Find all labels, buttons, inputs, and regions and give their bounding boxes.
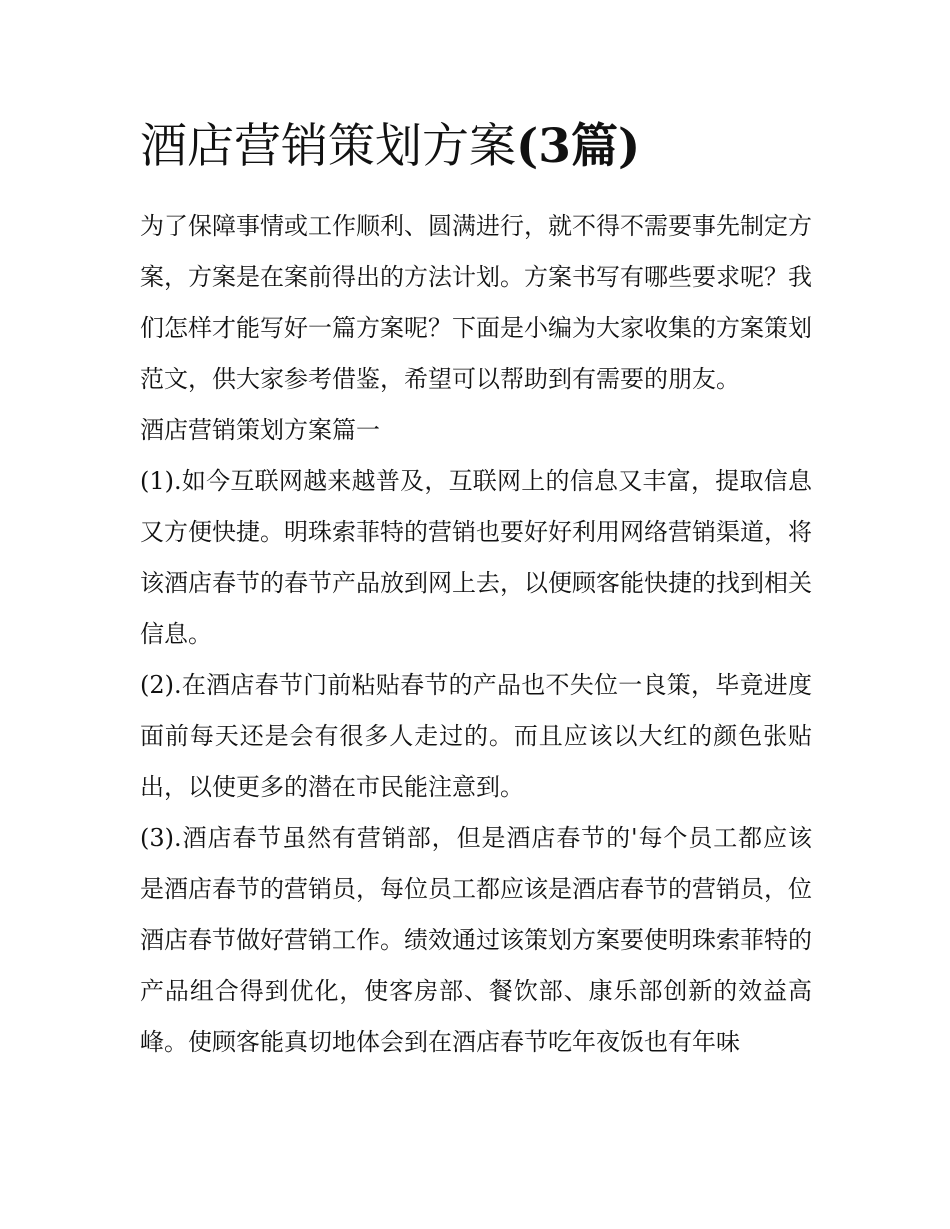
list-item: (1).如今互联网越来越普及，互联网上的信息又丰富，提取信息又方便快捷。明珠索菲特的营销也要好好利用网络营销渠道，将该酒店春节的春节产品放到网上去，以便顾客能快捷的找到相关信息。 xyxy=(140,467,812,648)
document-title-main: 酒店营销策划方案 xyxy=(140,119,516,174)
list-item: (3).酒店春节虽然有营销部，但是酒店春节的'每个员工都应该是酒店春节的营销员，每位员工都应该是酒店春节的营销员，位酒店春节做好营销工作。绩效通过该策划方案要使明珠索菲特的产品组合得到优化，使客房部、餐饮部、康乐部创新的效益高峰。使顾客能真切地体会到在酒店春节吃年夜饭也有年味 xyxy=(140,824,812,1056)
document-title xyxy=(140,112,812,182)
list-item: (2).在酒店春节门前粘贴春节的产品也不失位一良策，毕竟进度面前每天还是会有很多人走过的。而且应该以大红的颜色张贴出，以使更多的潜在市民能注意到。 xyxy=(140,671,812,801)
document-body xyxy=(140,112,812,1068)
section-heading: 酒店营销策划方案篇一 xyxy=(140,416,380,444)
intro-paragraph: 为了保障事情或工作顺利、圆满进行，就不得不需要事先制定方案，方案是在案前得出的方法计划。方案书写有哪些要求呢？我们怎样才能写好一篇方案呢？下面是小编为大家收集的方案策划范文，供大家参考借鉴，希望可以帮助到有需要的朋友。 xyxy=(140,212,812,393)
document-title-suffix: (3篇) xyxy=(516,119,641,174)
